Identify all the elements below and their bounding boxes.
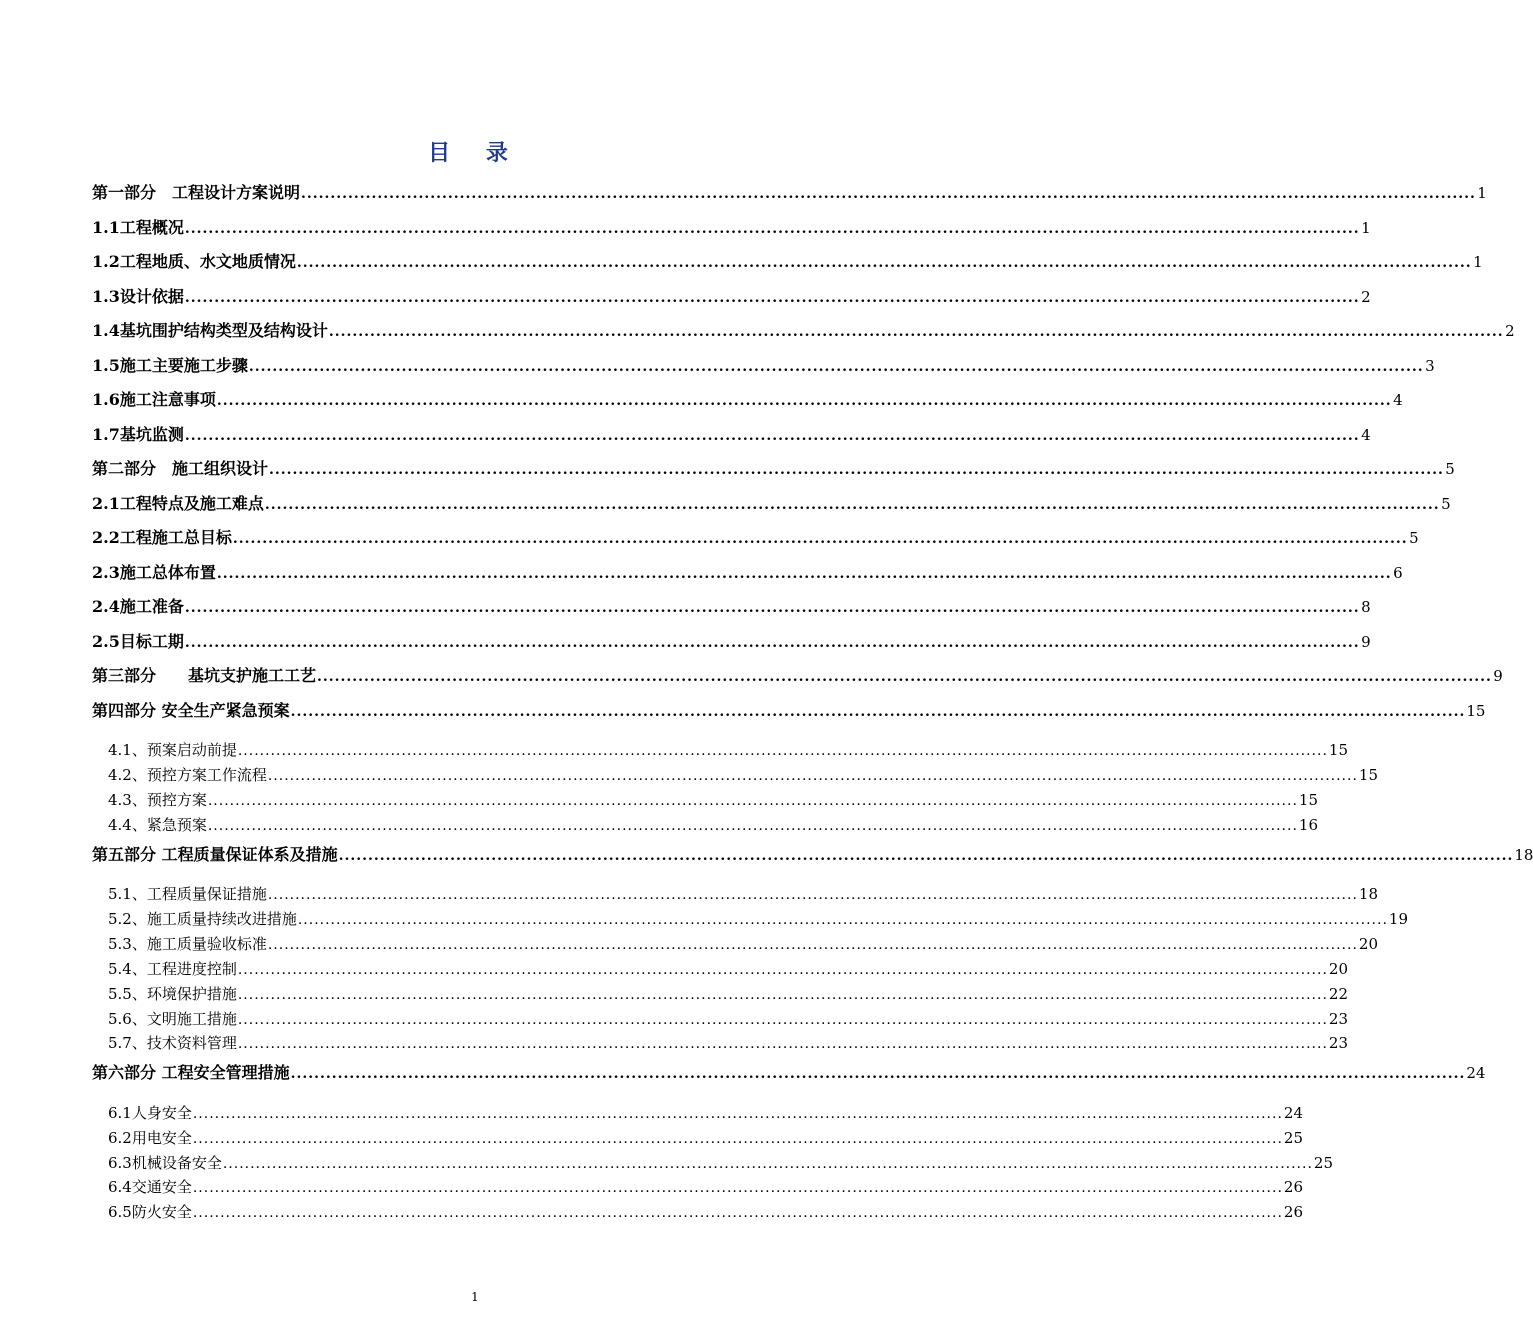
toc-entry-page: 26 bbox=[1283, 1178, 1303, 1197]
toc-entry[interactable] bbox=[92, 625, 1371, 660]
dot-leader: ........................................................................................................................................................................................................ bbox=[192, 1105, 1283, 1122]
toc-entry-label: 1.3设计依据 bbox=[92, 286, 184, 306]
toc-entry-page: 20 bbox=[1358, 934, 1378, 953]
toc-entry[interactable] bbox=[92, 1126, 1303, 1151]
toc-entry[interactable] bbox=[92, 452, 1455, 487]
toc-entry-page: 3 bbox=[1425, 356, 1435, 375]
toc-entry[interactable] bbox=[92, 245, 1483, 280]
toc-entry-page: 15 bbox=[1358, 765, 1378, 784]
toc-entry-page: 5 bbox=[1445, 460, 1455, 478]
toc-entry-label: 6.2用电安全 bbox=[108, 1128, 192, 1147]
dot-leader: ........................................................................................................................................................................................................ bbox=[184, 427, 1360, 444]
toc-entry-page: 1 bbox=[1477, 184, 1487, 202]
toc-entry-page: 15 bbox=[1298, 790, 1318, 809]
toc-entry[interactable] bbox=[92, 590, 1371, 625]
toc-entry[interactable] bbox=[92, 1151, 1333, 1176]
dot-leader: ........................................................................................................................................................................................................ bbox=[222, 1155, 1313, 1172]
dot-leader: ........................................................................................................................................................................................................ bbox=[269, 462, 1444, 478]
toc-entry-page: 1 bbox=[1473, 253, 1483, 271]
toc-entry-label: 2.1工程特点及施工难点 bbox=[92, 493, 264, 513]
toc-entry[interactable] bbox=[92, 982, 1348, 1007]
toc-entry-label: 1.5施工主要施工步骤 bbox=[92, 355, 248, 375]
toc-entry-page: 23 bbox=[1328, 1034, 1348, 1053]
dot-leader: ........................................................................................................................................................................................................ bbox=[207, 817, 1298, 834]
toc-entry[interactable] bbox=[92, 314, 1515, 349]
toc-entry-label: 5.6、文明施工措施 bbox=[108, 1009, 237, 1028]
toc-entry-label: 6.5防火安全 bbox=[108, 1203, 192, 1222]
toc-entry-label: 1.2工程地质、水文地质情况 bbox=[92, 252, 296, 271]
toc-entry-label: 第四部分 安全生产紧急预案 bbox=[92, 700, 290, 720]
toc-entry-page: 5 bbox=[1441, 494, 1451, 513]
toc-entry-label: 第二部分 施工组织设计 bbox=[92, 459, 269, 478]
toc-entry-label: 1.6施工注意事项 bbox=[92, 390, 216, 409]
toc-entry-page: 1 bbox=[1361, 218, 1371, 237]
toc-entry-page: 4 bbox=[1393, 391, 1403, 409]
dot-leader: ........................................................................................................................................................................................................ bbox=[192, 1205, 1283, 1222]
toc-entry[interactable] bbox=[92, 838, 1533, 873]
toc-entry-label: 4.4、紧急预案 bbox=[108, 815, 207, 834]
dot-leader: ........................................................................................................................................................................................................ bbox=[290, 1066, 1466, 1083]
toc-entry-label: 5.1、工程质量保证措施 bbox=[108, 885, 267, 904]
toc-entry[interactable] bbox=[92, 349, 1435, 384]
toc-entry-label: 第六部分 工程安全管理措施 bbox=[92, 1063, 290, 1083]
toc-entry-label: 2.2工程施工总目标 bbox=[92, 528, 232, 547]
toc-entry[interactable] bbox=[92, 211, 1371, 246]
toc-entry-label: 6.3机械设备安全 bbox=[108, 1153, 222, 1172]
toc-entry-label: 5.2、施工质量持续改进措施 bbox=[108, 909, 297, 928]
toc-entry-label: 2.4施工准备 bbox=[92, 597, 184, 616]
dot-leader: ........................................................................................................................................................................................................ bbox=[297, 911, 1388, 928]
toc-entry[interactable] bbox=[92, 763, 1378, 788]
dot-leader: ........................................................................................................................................................................................................ bbox=[317, 669, 1492, 685]
toc-title: 目 录 bbox=[428, 140, 522, 166]
dot-leader: ........................................................................................................................................................................................................ bbox=[237, 1036, 1328, 1053]
dot-leader: ........................................................................................................................................................................................................ bbox=[267, 887, 1358, 904]
toc-entry-page: 24 bbox=[1283, 1103, 1303, 1122]
toc-entry-page: 4 bbox=[1361, 425, 1371, 444]
toc-entry-label: 4.3、预控方案 bbox=[108, 790, 207, 809]
toc-entry-label: 2.3施工总体布置 bbox=[92, 562, 216, 582]
toc-entry-page: 2 bbox=[1505, 322, 1515, 340]
toc-entry[interactable] bbox=[92, 932, 1378, 957]
dot-leader: ........................................................................................................................................................................................................ bbox=[184, 220, 1360, 237]
toc-entry-page: 8 bbox=[1361, 598, 1371, 616]
toc-entry-label: 2.5目标工期 bbox=[92, 631, 184, 651]
dot-leader: ........................................................................................................................................................................................................ bbox=[232, 531, 1408, 547]
dot-leader: ........................................................................................................................................................................................................ bbox=[237, 743, 1328, 759]
toc-entry-label: 6.4交通安全 bbox=[108, 1178, 192, 1197]
dot-leader: ........................................................................................................................................................................................................ bbox=[192, 1180, 1283, 1197]
toc-entry[interactable] bbox=[92, 1007, 1348, 1032]
toc-entry-page: 15 bbox=[1466, 701, 1486, 720]
toc-entry-page: 9 bbox=[1361, 632, 1371, 651]
toc-entry[interactable] bbox=[92, 694, 1486, 729]
toc-entry-page: 9 bbox=[1493, 667, 1503, 685]
dot-leader: ........................................................................................................................................................................................................ bbox=[216, 393, 1392, 409]
dot-leader: ........................................................................................................................................................................................................ bbox=[184, 600, 1360, 616]
dot-leader: ........................................................................................................................................................................................................ bbox=[237, 986, 1328, 1003]
toc-entry-page: 2 bbox=[1361, 287, 1371, 306]
toc-entry-page: 5 bbox=[1409, 529, 1419, 547]
dot-leader: ........................................................................................................................................................................................................ bbox=[296, 255, 1472, 271]
dot-leader: ........................................................................................................................................................................................................ bbox=[328, 324, 1504, 340]
toc-entry[interactable] bbox=[92, 882, 1378, 907]
page-number: 1 bbox=[471, 1290, 479, 1304]
toc-entry[interactable] bbox=[92, 556, 1403, 591]
dot-leader: ........................................................................................................................................................................................................ bbox=[301, 186, 1476, 202]
dot-leader: ........................................................................................................................................................................................................ bbox=[248, 358, 1424, 375]
toc-entry[interactable] bbox=[92, 813, 1318, 838]
toc-entry-page: 25 bbox=[1283, 1128, 1303, 1147]
toc-entry[interactable] bbox=[92, 1175, 1303, 1200]
toc-entry-page: 6 bbox=[1393, 563, 1403, 582]
toc-entry-label: 1.7基坑监测 bbox=[92, 424, 184, 444]
dot-leader: ........................................................................................................................................................................................................ bbox=[237, 961, 1328, 978]
toc-entry[interactable] bbox=[92, 659, 1503, 694]
toc-entry-label: 1.1工程概况 bbox=[92, 217, 184, 237]
toc-entry[interactable] bbox=[92, 907, 1408, 932]
dot-leader: ........................................................................................................................................................................................................ bbox=[237, 1011, 1328, 1028]
toc-entry[interactable] bbox=[92, 788, 1318, 813]
toc-entry[interactable] bbox=[92, 487, 1451, 522]
table-of-contents bbox=[92, 176, 1533, 1225]
toc-entry-label: 4.1、预案启动前提 bbox=[108, 741, 237, 759]
toc-entry-page: 26 bbox=[1283, 1203, 1303, 1222]
toc-entry-page: 19 bbox=[1388, 909, 1408, 928]
toc-entry-page: 18 bbox=[1514, 845, 1533, 864]
dot-leader: ........................................................................................................................................................................................................ bbox=[290, 703, 1466, 720]
toc-entry-label: 1.4基坑围护结构类型及结构设计 bbox=[92, 321, 328, 340]
dot-leader: ........................................................................................................................................................................................................ bbox=[267, 936, 1358, 953]
toc-entry-label: 4.2、预控方案工作流程 bbox=[108, 765, 267, 784]
toc-entry-label: 5.7、技术资料管理 bbox=[108, 1034, 237, 1053]
toc-entry[interactable] bbox=[92, 1056, 1486, 1091]
dot-leader: ........................................................................................................................................................................................................ bbox=[264, 496, 1440, 513]
dot-leader: ........................................................................................................................................................................................................ bbox=[184, 634, 1360, 651]
dot-leader: ........................................................................................................................................................................................................ bbox=[338, 847, 1514, 864]
toc-entry-label: 5.3、施工质量验收标准 bbox=[108, 934, 267, 953]
toc-entry[interactable] bbox=[92, 1031, 1348, 1056]
toc-entry-label: 5.4、工程进度控制 bbox=[108, 959, 237, 978]
dot-leader: ........................................................................................................................................................................................................ bbox=[184, 289, 1360, 306]
toc-entry-label: 5.5、环境保护措施 bbox=[108, 984, 237, 1003]
toc-entry[interactable] bbox=[92, 1101, 1303, 1126]
toc-entry-page: 20 bbox=[1328, 959, 1348, 978]
toc-entry-label: 第五部分 工程质量保证体系及措施 bbox=[92, 844, 338, 864]
dot-leader: ........................................................................................................................................................................................................ bbox=[216, 565, 1392, 582]
toc-entry[interactable] bbox=[92, 1200, 1303, 1225]
toc-entry-page: 15 bbox=[1328, 741, 1348, 759]
dot-leader: ........................................................................................................................................................................................................ bbox=[192, 1130, 1283, 1147]
toc-entry-page: 16 bbox=[1298, 815, 1318, 834]
toc-entry[interactable] bbox=[92, 738, 1348, 763]
toc-entry-label: 6.1人身安全 bbox=[108, 1103, 192, 1122]
toc-entry-page: 23 bbox=[1328, 1009, 1348, 1028]
toc-entry[interactable] bbox=[92, 383, 1403, 418]
toc-entry-page: 24 bbox=[1466, 1064, 1486, 1083]
toc-entry[interactable] bbox=[92, 957, 1348, 982]
toc-entry[interactable] bbox=[92, 176, 1487, 211]
toc-entry[interactable] bbox=[92, 418, 1371, 453]
toc-entry-page: 25 bbox=[1313, 1153, 1333, 1172]
dot-leader: ........................................................................................................................................................................................................ bbox=[207, 792, 1298, 809]
toc-entry[interactable] bbox=[92, 280, 1371, 315]
toc-entry-page: 18 bbox=[1358, 885, 1378, 904]
dot-leader: ........................................................................................................................................................................................................ bbox=[267, 767, 1358, 784]
toc-entry[interactable] bbox=[92, 521, 1419, 556]
toc-entry-label: 第一部分 工程设计方案说明 bbox=[92, 183, 301, 202]
toc-entry-page: 22 bbox=[1328, 984, 1348, 1003]
toc-entry-label: 第三部分 基坑支护施工工艺 bbox=[92, 666, 317, 685]
